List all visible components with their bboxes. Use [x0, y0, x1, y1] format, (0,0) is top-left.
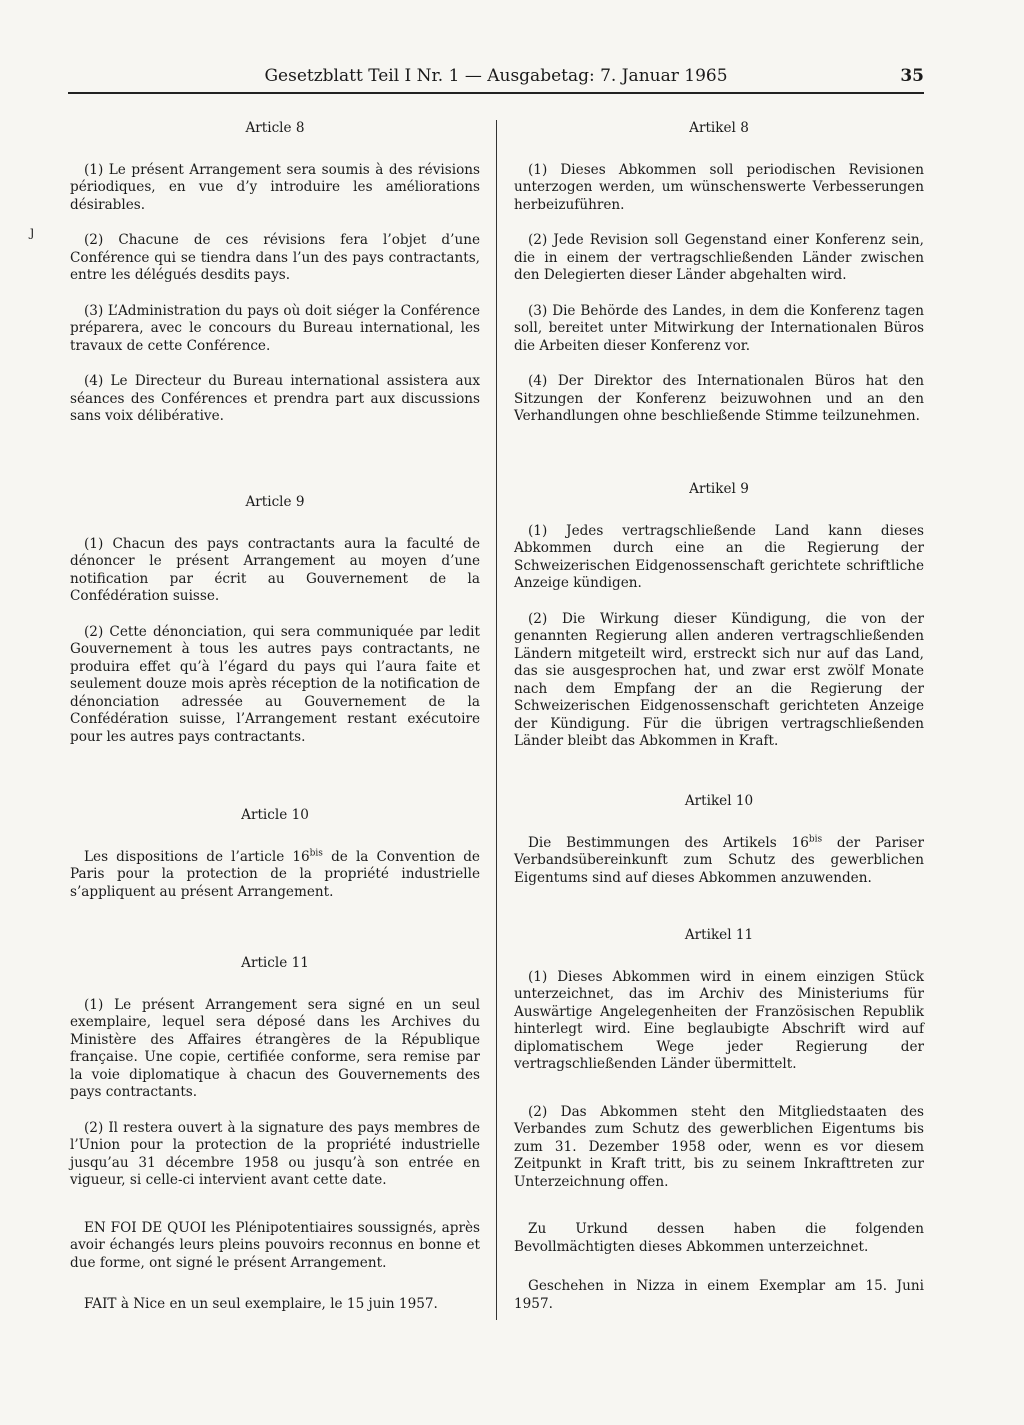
- article-heading: Article 11: [241, 955, 309, 971]
- paragraph: (4) Der Direktor des Internationalen Büros hat den Sitzungen der Konferenz beizuwohnen und an den Verhandlungen ohne beschließende Stimme teilzunehmen.: [514, 373, 924, 424]
- paragraph: (1) Dieses Abkommen soll periodischen Revisionen unterzogen werden, um wünschenswerte Verbesserungen herbeizuführen.: [514, 161, 924, 213]
- paragraph: (2) Il restera ouvert à la signature des pays membres de l’Union pour la protection de la propriété industrielle jusqu’au 31 décembre 1958 ou jusqu’à son entrée en vigueur, si celle-ci intervient avant cette date.: [70, 1119, 480, 1188]
- paragraph: (1) Le présent Arrangement sera soumis à des révisions périodiques, en vue d’y introduire les améliorations désirables.: [70, 161, 480, 213]
- done-at-paragraph: Geschehen in Nizza in einem Exemplar am 15. Juni 1957.: [514, 1278, 924, 1312]
- article-8-fr: [70, 120, 480, 444]
- article-heading: Artikel 10: [684, 793, 754, 809]
- article-11-fr: [70, 955, 480, 1332]
- paragraph: (3) Die Behörde des Landes, in dem die Konferenz tagen soll, bereitet unter Mitwirkung der Internationalen Büros die Arbeiten dieser Konferenz vor.: [514, 302, 924, 354]
- article-heading: Article 10: [241, 807, 309, 823]
- article-heading: Artikel 8: [689, 120, 749, 136]
- article-heading: Article 9: [245, 494, 305, 510]
- margin-mark: ȷ: [30, 224, 35, 240]
- header-rule: [68, 92, 924, 94]
- paragraph: (1) Jedes vertragschließende Land kann dieses Abkommen durch eine an die Regierung der Schweizerischen Eidgenossenschaft gerichtete schriftliche Anzeige kündigen.: [514, 522, 924, 591]
- article-heading: Article 8: [245, 120, 305, 136]
- paragraph: (2) Jede Revision soll Gegenstand einer Konferenz sein, die in einem der vertragschließenden Länder zwischen den Delegierten dieser Länder abgehalten wird.: [514, 232, 924, 283]
- paragraph: (3) L’Administration du pays où doit siéger la Conférence préparera, avec le concours du Bureau international, les travaux de cette Conférence.: [70, 302, 480, 354]
- done-at-paragraph: FAIT à Nice en un seul exemplaire, le 15 juin 1957.: [84, 1296, 438, 1312]
- paragraph: (1) Le présent Arrangement sera signé en un seul exemplaire, lequel sera déposé dans les Archives du Ministère des Affaires étrangères de la République française. Une copie, certifiée conforme, sera remise par la voie diplomatique à chacun des Gouvernements des pays contractants.: [70, 996, 480, 1100]
- artikel-11-de: [514, 927, 924, 1331]
- article-heading: Artikel 9: [689, 481, 749, 497]
- article-9-fr: [70, 494, 480, 764]
- paragraph: (4) Le Directeur du Bureau international assistera aux séances des Conférences et prendra part aux discussions sans voix délibérative.: [70, 373, 480, 424]
- paragraph: (1) Chacun des pays contractants aura la faculté de dénoncer le présent Arrangement au moyen d’une notification par écrit au Gouvernement de la Confédération suisse.: [70, 535, 480, 604]
- text-part: Les dispositions de l’article 16: [84, 848, 310, 865]
- text-part: Die Bestimmungen des Artikels 16: [528, 834, 809, 851]
- paragraph: [514, 835, 924, 888]
- paragraph: [70, 849, 480, 902]
- paragraph: (2) Die Wirkung dieser Kündigung, die von der genannten Regierung allen anderen vertragschließenden Ländern mitgeteilt wird, erstreckt sich nur auf das Land, das sie ausgesprochen hat, und zwar erst zwölf Monate nach dem Empfang der an die Regierung der Schweizerischen Eidgenossenschaft gerichteten Anzeige der Kündigung. Für die übrigen vertragschließenden Länder bleibt das Abkommen in Kraft.: [514, 610, 924, 749]
- artikel-8-de: [514, 120, 924, 444]
- article-heading: Artikel 11: [684, 927, 754, 943]
- superscript: bis: [808, 833, 823, 844]
- paragraph: (2) Cette dénonciation, qui sera communiquée par ledit Gouvernement à tous les autres pays contractants, ne produira effet qu’à l’égard du pays qui l’aura faite et seulement douze mois après réception de la notification de dénonciation adressée au Gouvernement de la Confédération suisse, l’Arrangement restant exécutoire pour les autres pays contractants.: [70, 623, 480, 745]
- column-divider: [496, 120, 497, 1320]
- article-10-fr: [70, 807, 480, 919]
- artikel-10-de: [514, 793, 924, 905]
- paragraph: (2) Chacune de ces révisions fera l’objet d’une Conférence qui se tiendra dans l’un des pays contractants, entre les délégués desdits pays.: [70, 232, 480, 283]
- artikel-9-de: [514, 481, 924, 769]
- text-part: de la Convention de Paris pour la protection de la propriété industrielle s’appliquent au présent Arrangement.: [70, 848, 480, 900]
- text-part: der Pariser Verbandsübereinkunft zum Schutz des gewerblichen Eigentums sind auf dieses Abkommen anzuwenden.: [514, 834, 924, 886]
- gazette-title: Gesetzblatt Teil I Nr. 1 — Ausgabetag: 7. Januar 1965: [264, 66, 728, 86]
- superscript: bis: [309, 847, 323, 858]
- paragraph: (1) Dieses Abkommen wird in einem einzigen Stück unterzeichnet, das im Archiv des Ministeriums für Auswärtige Angelegenheiten der Französischen Republik hinterlegt wird. Eine beglaubigte Abschrift wird auf diplomatischem Wege jeder Regierung der vertragschließenden Länder übermittelt.: [514, 968, 924, 1072]
- in-witness-paragraph: Zu Urkund dessen haben die folgenden Bevollmächtigten dieses Abkommen unterzeichnet.: [514, 1221, 924, 1255]
- page-header: [68, 62, 924, 92]
- page-number: 35: [900, 66, 924, 86]
- paragraph: (2) Das Abkommen steht den Mitgliedstaaten des Verbandes zum Schutz des gewerblichen Eigentums bis zum 31. Dezember 1958 oder, wenn es vor diesem Zeitpunkt in Kraft tritt, bis zu seinem Inkrafttreten zur Unterzeichnung offen.: [514, 1103, 924, 1190]
- in-witness-paragraph: EN FOI DE QUOI les Plénipotentiaires soussignés, après avoir échangés leurs pleins pouvoirs reconnus en bonne et due forme, ont signé le présent Arrangement.: [70, 1219, 480, 1271]
